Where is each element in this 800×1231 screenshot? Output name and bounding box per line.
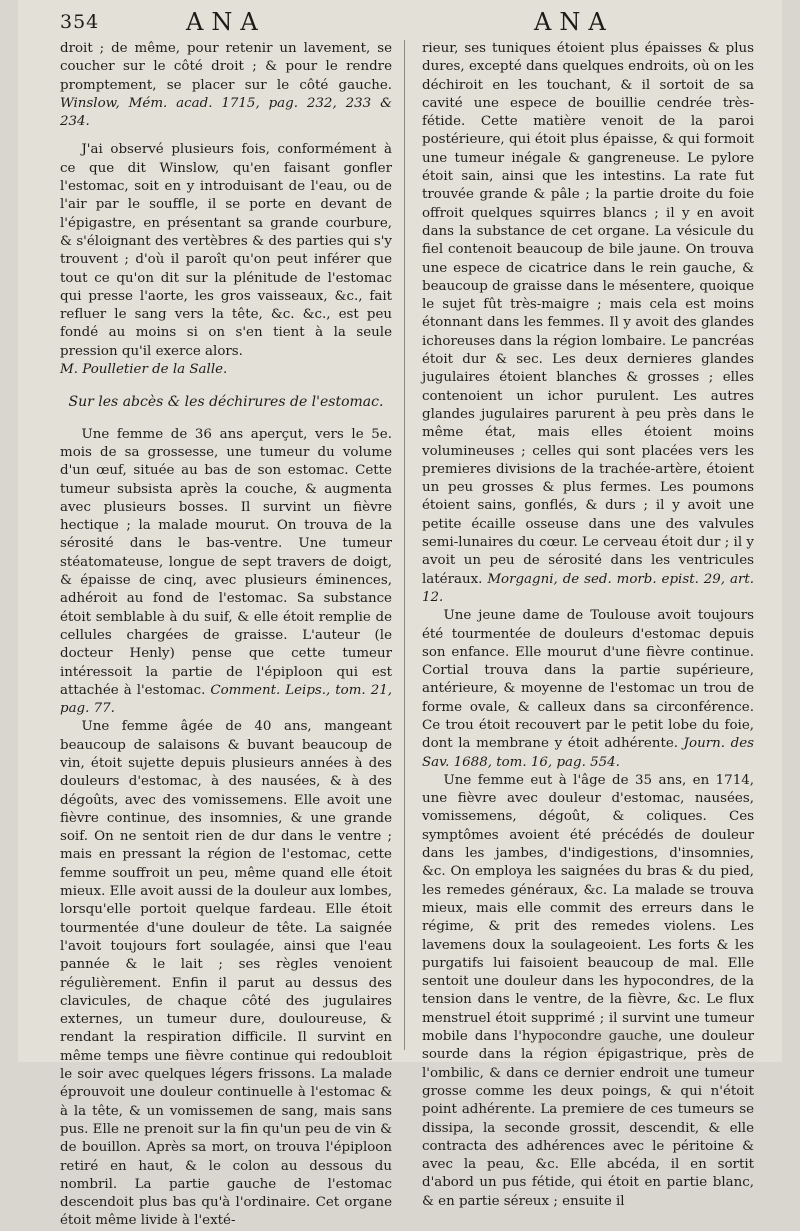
paragraph: Une femme âgée de 40 ans, mangeant beaucoup de salaisons & buvant beaucoup de vin, étoit sujette depuis plusieurs années à des douleurs d'estomac, à des nausées, & à des dégoûts, avec des vomissemens. Elle avoit une fièvre continue, des insomnies, & une grande soif. On ne sentoit rien de dur dans le ventre ; mais en pressant la région de l'estomac, cette femme souffroit un peu, même quand elle étoit mieux. Elle avoit aussi de la douleur aux lombes, lorsqu'elle portoit quelque fardeau. Elle étoit tourmentée d'une douleur de tête. La saignée l'avoit toujours fort soulagée, ainsi que l'eau pannée & le lait ; ses règles venoient régulièrement. Enfin il parut au dessus des clavicules, de chaque côté des jugulaires externes, un tumeur dure, douloureuse, & rendant la respiration difficile. Il survint en même temps une fièvre continue qui redoubloit le soir avec quelques légers frissons. La malade éprouvoit une douleur continuelle à l'estomac & à la tête, & un vomissemen de sang, mais sans pus. Elle ne prenoit sur la fin qu'un peu de vin & de bouillon. Après sa mort, on trouva l'épiploon retiré en haut, & le colon au dessous du nombril. La partie gauche de l'estomac descendoit plus bas qu'à l'ordinaire. Cet organe étoit même livide à l'exté- [60,719,392,1229]
paragraph [422,607,754,772]
paragraph: Une femme eut à l'âge de 35 ans, en 1714, une fièvre avec douleur d'estomac, nausées, vomissemens, dégoût, & coliques. Ces symptômes avoient été précédés de douleur dans les jambes, d'indigestions, d'insomnies, &c. On employa les saignées du bras & du pied, les remedes généraux, &c. La malade se trouva mieux, mais elle commit des erreurs dans le régime, & prit des remedes violens. Les lavemens doux la soulageoient. Les forts & les purgatifs lui faisoient beaucoup de mal. Elle sentoit une douleur dans les hypocondres, de la tension dans le ventre, de la fièvre, &c. Le flux menstruel étoit supprimé ; il survint une tumeur mobile dans l'hypocondre gauche, une douleur sourde dans la région épigastrique, près de l'ombilic, & dans ce dernier endroit une tumeur grosse comme les deux poings, & qui n'étoit point adhérente. La premiere de ces tumeurs se dissipa, la seconde grossit, descendit, & elle contracta des adhérences avec le péritoine & avec la peau, &c. Elle abcéda, il en sortit d'abord un pus fétide, qui étoit en partie blanc, & en partie séreux ; ensuite il [422,772,754,1209]
column-divider [404,40,405,1050]
paragraph [60,426,392,719]
book-page [18,0,782,1229]
left-column [60,40,392,1231]
page-number: 354 [60,11,100,33]
citation: Journ. des Sav. 1688, tom. 16, pag. 554. [422,736,754,770]
paragraph: J'ai observé plusieurs fois, conformément à ce que dit Winslow, qu'en faisant gonfler l'estomac, soit en y introduisant de l'eau, ou de l'air par le souffle, il se porte en devant de l'épigastre, en présentant sa grande courbure, & s'éloignant des vertèbres & des parties qui s'y trouvent ; d'où il paroît qu'on peut inférer que tout ce qu'on dit sur la plénitude de l'estomac qui presse l'aorte, les gros vaisseaux, &c., fait refluer le sang vers la tête, &c. &c., est peu fondé au moins si on s'en tient à la seule pression qu'il exerce alors. [60,142,392,359]
citation: Comment. Leips., tom. 21, pag. 77. [60,682,392,717]
section-heading: Sur les abcès & les déchirures de l'estomac. [68,394,384,411]
page-header [18,8,782,40]
citation: Morgagni, de sed. morb. epist. 29, art. 12. [422,571,754,605]
paragraph-text: rieur, ses tuniques étoient plus épaisses & plus dures, excepté dans quelques endroits, où on les déchiroit en les touchant, & il sortoit de sa cavité une espece de bouillie cendrée très-fétide. Cette matière venoit de la paroi postérieure, qui étoit plus épaisse, & qui formoit une tumeur inégale & gangreneuse. Le pylore étoit sain, ainsi que les intestins. La rate fut trouvée grande & pâle ; la partie droite du foie offroit quelques squirres blancs ; il y en avoit dans la substance de cet organe. La vésicule du fiel contenoit beaucoup de bile jaune. On trouva une espece de cicatrice dans le rein gauche, & beaucoup de graisse dans le mésentere, quoique le sujet fût très-maigre ; mais cela est moins étonnant dans les femmes. Il y avoit des glandes ichoreuses dans la région lombaire. Le pancréas étoit dur & sec. Les deux dernieres glandes jugulaires étoient blanches & grosses ; elles contenoient un ichor purulent. Les autres glandes jugulaires parurent à peu près dans le même état, mais elles étoient moins volumineuses ; celles qui sont placées vers les premieres divisions de la trachée-artère, étoient un peu grosses & plus fermes. Les poumons étoient sains, gonflés, & durs ; il y avoit une petite écaille osseuse dans une des valvules semi-lunaires du cœur. Le cerveau étoit dur ; il y avoit un peu de sérosité dans les ventricules latéraux. [422,41,754,587]
paper-stain [538,1030,658,1052]
running-head-right: ANA [534,8,614,36]
author-signature: M. Poulletier de la Salle. [60,362,228,378]
paragraph-text: droit ; de même, pour retenir un lavement, se coucher sur le côté droit ; & pour le rendre promptement, se placer sur le côté gauche. [60,41,392,93]
running-head-left: ANA [186,8,266,36]
citation: Winslow, Mém. acad. 1715, pag. 232, 233 & 234. [60,95,392,130]
paragraph [422,40,754,607]
paragraph-text: Une femme de 36 ans aperçut, vers le 5e. mois de sa grossesse, une tumeur du volume d'un œuf, située au bas de son estomac. Cette tumeur subsista après la couche, & augmenta avec plusieurs bosses. Il survint un fièvre hectique ; la malade mourut. On trouva de la sérosité dans le bas-ventre. Une tumeur stéatomateuse, longue de sept travers de doigt, & épaisse de cinq, avec plusieurs éminences, adhéroit au fond de l'estomac. Sa substance étoit semblable à du suif, & elle étoit remplie de cellules chargées de graisse. L'auteur (le docteur Henly) pense que cette tumeur intéressoit la partie de l'épiploon qui est attachée à l'estomac. [60,426,392,698]
paragraph [60,40,392,131]
paragraph-text: Une jeune dame de Toulouse avoit toujours été tourmentée de douleurs d'estomac depuis son enfance. Elle mourut d'une fièvre continue. Cortial trouva dans la partie supérieure, antérieure, & moyenne de l'estomac un trou de forme ovale, & calleux dans sa circonférence. Ce trou étoit recouvert par le petit lobe du foie, dont la membrane y étoit adhérente. [422,608,754,752]
